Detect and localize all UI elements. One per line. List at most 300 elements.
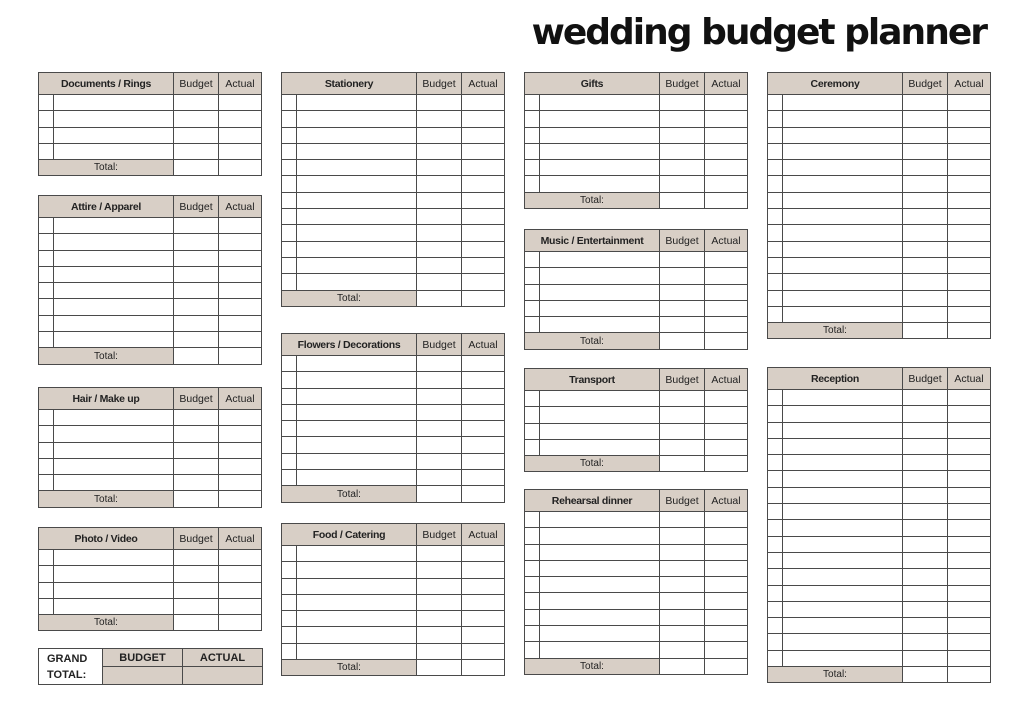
item-cell[interactable] xyxy=(540,300,660,316)
actual-cell[interactable] xyxy=(705,577,748,593)
budget-cell[interactable] xyxy=(174,234,219,250)
budget-cell[interactable] xyxy=(174,475,219,491)
actual-cell[interactable] xyxy=(462,143,505,159)
item-cell[interactable] xyxy=(297,594,417,610)
item-cell[interactable] xyxy=(54,566,174,582)
budget-cell[interactable] xyxy=(417,143,462,159)
item-cell[interactable] xyxy=(54,410,174,426)
budget-cell[interactable] xyxy=(903,290,948,306)
item-cell[interactable] xyxy=(783,111,903,127)
item-cell[interactable] xyxy=(54,250,174,266)
item-cell[interactable] xyxy=(297,356,417,372)
actual-cell[interactable] xyxy=(219,566,262,582)
actual-cell[interactable] xyxy=(705,544,748,560)
item-cell[interactable] xyxy=(783,650,903,666)
actual-cell[interactable] xyxy=(948,618,991,634)
actual-cell[interactable] xyxy=(219,426,262,442)
item-cell[interactable] xyxy=(54,332,174,348)
actual-cell[interactable] xyxy=(219,218,262,234)
budget-cell[interactable] xyxy=(174,550,219,566)
total-budget-cell[interactable] xyxy=(174,348,219,364)
actual-cell[interactable] xyxy=(462,627,505,643)
item-cell[interactable] xyxy=(540,626,660,642)
actual-cell[interactable] xyxy=(462,562,505,578)
item-cell[interactable] xyxy=(297,127,417,143)
total-actual-cell[interactable] xyxy=(948,667,991,683)
item-cell[interactable] xyxy=(783,160,903,176)
budget-cell[interactable] xyxy=(174,598,219,614)
item-cell[interactable] xyxy=(297,111,417,127)
actual-cell[interactable] xyxy=(948,274,991,290)
actual-cell[interactable] xyxy=(705,512,748,528)
budget-cell[interactable] xyxy=(417,627,462,643)
item-cell[interactable] xyxy=(297,176,417,192)
item-cell[interactable] xyxy=(54,315,174,331)
item-cell[interactable] xyxy=(54,458,174,474)
total-actual-cell[interactable] xyxy=(219,160,262,176)
actual-cell[interactable] xyxy=(705,609,748,625)
total-budget-cell[interactable] xyxy=(174,160,219,176)
budget-cell[interactable] xyxy=(174,111,219,127)
actual-cell[interactable] xyxy=(462,257,505,273)
actual-cell[interactable] xyxy=(462,160,505,176)
actual-cell[interactable] xyxy=(462,470,505,486)
budget-cell[interactable] xyxy=(660,160,705,176)
budget-cell[interactable] xyxy=(417,176,462,192)
item-cell[interactable] xyxy=(783,176,903,192)
item-cell[interactable] xyxy=(54,426,174,442)
item-cell[interactable] xyxy=(297,546,417,562)
total-budget-cell[interactable] xyxy=(417,486,462,502)
item-cell[interactable] xyxy=(297,627,417,643)
budget-cell[interactable] xyxy=(660,391,705,407)
actual-cell[interactable] xyxy=(219,332,262,348)
budget-cell[interactable] xyxy=(903,504,948,520)
item-cell[interactable] xyxy=(54,475,174,491)
item-cell[interactable] xyxy=(783,438,903,454)
actual-cell[interactable] xyxy=(462,372,505,388)
item-cell[interactable] xyxy=(783,618,903,634)
actual-cell[interactable] xyxy=(462,594,505,610)
budget-cell[interactable] xyxy=(174,566,219,582)
item-cell[interactable] xyxy=(783,552,903,568)
budget-cell[interactable] xyxy=(903,176,948,192)
actual-cell[interactable] xyxy=(462,404,505,420)
actual-cell[interactable] xyxy=(948,95,991,111)
budget-cell[interactable] xyxy=(417,643,462,659)
budget-cell[interactable] xyxy=(417,421,462,437)
actual-cell[interactable] xyxy=(219,250,262,266)
actual-cell[interactable] xyxy=(705,252,748,268)
item-cell[interactable] xyxy=(54,95,174,111)
item-cell[interactable] xyxy=(297,372,417,388)
actual-cell[interactable] xyxy=(948,569,991,585)
item-cell[interactable] xyxy=(783,290,903,306)
item-cell[interactable] xyxy=(54,442,174,458)
budget-cell[interactable] xyxy=(174,95,219,111)
budget-cell[interactable] xyxy=(903,634,948,650)
item-cell[interactable] xyxy=(783,536,903,552)
total-budget-cell[interactable] xyxy=(660,333,705,349)
actual-cell[interactable] xyxy=(219,442,262,458)
budget-cell[interactable] xyxy=(903,422,948,438)
item-cell[interactable] xyxy=(297,404,417,420)
budget-cell[interactable] xyxy=(903,618,948,634)
actual-cell[interactable] xyxy=(219,127,262,143)
item-cell[interactable] xyxy=(783,192,903,208)
actual-cell[interactable] xyxy=(948,520,991,536)
item-cell[interactable] xyxy=(297,643,417,659)
actual-cell[interactable] xyxy=(948,471,991,487)
actual-cell[interactable] xyxy=(948,406,991,422)
item-cell[interactable] xyxy=(783,585,903,601)
budget-cell[interactable] xyxy=(417,225,462,241)
item-cell[interactable] xyxy=(783,504,903,520)
budget-cell[interactable] xyxy=(174,266,219,282)
actual-cell[interactable] xyxy=(948,650,991,666)
actual-cell[interactable] xyxy=(705,300,748,316)
actual-cell[interactable] xyxy=(462,546,505,562)
budget-cell[interactable] xyxy=(903,225,948,241)
item-cell[interactable] xyxy=(54,283,174,299)
actual-cell[interactable] xyxy=(948,209,991,225)
item-cell[interactable] xyxy=(54,111,174,127)
actual-cell[interactable] xyxy=(462,356,505,372)
budget-cell[interactable] xyxy=(903,487,948,503)
item-cell[interactable] xyxy=(540,160,660,176)
item-cell[interactable] xyxy=(783,143,903,159)
actual-cell[interactable] xyxy=(219,315,262,331)
item-cell[interactable] xyxy=(540,528,660,544)
budget-cell[interactable] xyxy=(174,458,219,474)
budget-cell[interactable] xyxy=(174,218,219,234)
actual-cell[interactable] xyxy=(705,423,748,439)
actual-cell[interactable] xyxy=(462,578,505,594)
budget-cell[interactable] xyxy=(903,406,948,422)
actual-cell[interactable] xyxy=(462,209,505,225)
total-budget-cell[interactable] xyxy=(660,658,705,674)
item-cell[interactable] xyxy=(297,192,417,208)
budget-cell[interactable] xyxy=(417,192,462,208)
total-budget-cell[interactable] xyxy=(660,456,705,472)
actual-cell[interactable] xyxy=(705,560,748,576)
actual-cell[interactable] xyxy=(948,176,991,192)
actual-cell[interactable] xyxy=(948,306,991,322)
actual-cell[interactable] xyxy=(705,528,748,544)
item-cell[interactable] xyxy=(297,470,417,486)
total-actual-cell[interactable] xyxy=(705,192,748,208)
actual-cell[interactable] xyxy=(705,626,748,642)
total-actual-cell[interactable] xyxy=(705,456,748,472)
budget-cell[interactable] xyxy=(660,176,705,192)
budget-cell[interactable] xyxy=(174,442,219,458)
actual-cell[interactable] xyxy=(705,391,748,407)
budget-cell[interactable] xyxy=(417,257,462,273)
item-cell[interactable] xyxy=(540,176,660,192)
item-cell[interactable] xyxy=(783,209,903,225)
budget-cell[interactable] xyxy=(174,410,219,426)
item-cell[interactable] xyxy=(297,160,417,176)
actual-cell[interactable] xyxy=(705,127,748,143)
item-cell[interactable] xyxy=(783,241,903,257)
item-cell[interactable] xyxy=(297,578,417,594)
item-cell[interactable] xyxy=(540,423,660,439)
actual-cell[interactable] xyxy=(462,643,505,659)
actual-cell[interactable] xyxy=(948,455,991,471)
item-cell[interactable] xyxy=(297,143,417,159)
total-budget-cell[interactable] xyxy=(903,323,948,339)
item-cell[interactable] xyxy=(297,453,417,469)
item-cell[interactable] xyxy=(297,421,417,437)
budget-cell[interactable] xyxy=(660,577,705,593)
actual-cell[interactable] xyxy=(948,241,991,257)
budget-cell[interactable] xyxy=(417,111,462,127)
item-cell[interactable] xyxy=(54,582,174,598)
budget-cell[interactable] xyxy=(417,160,462,176)
budget-cell[interactable] xyxy=(903,438,948,454)
actual-cell[interactable] xyxy=(219,234,262,250)
actual-cell[interactable] xyxy=(948,257,991,273)
item-cell[interactable] xyxy=(783,257,903,273)
budget-cell[interactable] xyxy=(903,95,948,111)
budget-cell[interactable] xyxy=(660,528,705,544)
budget-cell[interactable] xyxy=(903,274,948,290)
budget-cell[interactable] xyxy=(903,569,948,585)
actual-cell[interactable] xyxy=(462,127,505,143)
item-cell[interactable] xyxy=(540,143,660,159)
item-cell[interactable] xyxy=(297,95,417,111)
budget-cell[interactable] xyxy=(174,315,219,331)
item-cell[interactable] xyxy=(54,218,174,234)
total-budget-cell[interactable] xyxy=(903,667,948,683)
actual-cell[interactable] xyxy=(219,95,262,111)
actual-cell[interactable] xyxy=(219,266,262,282)
item-cell[interactable] xyxy=(540,317,660,333)
actual-cell[interactable] xyxy=(705,160,748,176)
budget-cell[interactable] xyxy=(174,582,219,598)
budget-cell[interactable] xyxy=(903,209,948,225)
actual-cell[interactable] xyxy=(462,95,505,111)
budget-cell[interactable] xyxy=(417,274,462,290)
actual-cell[interactable] xyxy=(462,274,505,290)
total-actual-cell[interactable] xyxy=(219,348,262,364)
actual-cell[interactable] xyxy=(705,111,748,127)
budget-cell[interactable] xyxy=(903,536,948,552)
item-cell[interactable] xyxy=(783,520,903,536)
item-cell[interactable] xyxy=(783,471,903,487)
item-cell[interactable] xyxy=(297,274,417,290)
budget-cell[interactable] xyxy=(660,609,705,625)
budget-cell[interactable] xyxy=(660,143,705,159)
actual-cell[interactable] xyxy=(948,143,991,159)
item-cell[interactable] xyxy=(54,127,174,143)
budget-cell[interactable] xyxy=(417,437,462,453)
actual-cell[interactable] xyxy=(462,241,505,257)
total-budget-cell[interactable] xyxy=(174,491,219,507)
item-cell[interactable] xyxy=(540,642,660,658)
actual-cell[interactable] xyxy=(705,439,748,455)
item-cell[interactable] xyxy=(540,512,660,528)
budget-cell[interactable] xyxy=(417,578,462,594)
item-cell[interactable] xyxy=(54,598,174,614)
item-cell[interactable] xyxy=(540,407,660,423)
budget-cell[interactable] xyxy=(660,111,705,127)
total-actual-cell[interactable] xyxy=(219,491,262,507)
budget-cell[interactable] xyxy=(174,143,219,159)
actual-cell[interactable] xyxy=(948,422,991,438)
actual-cell[interactable] xyxy=(219,410,262,426)
total-budget-cell[interactable] xyxy=(660,192,705,208)
actual-cell[interactable] xyxy=(462,225,505,241)
total-actual-cell[interactable] xyxy=(462,486,505,502)
budget-cell[interactable] xyxy=(660,407,705,423)
item-cell[interactable] xyxy=(540,577,660,593)
total-budget-cell[interactable] xyxy=(417,660,462,676)
budget-cell[interactable] xyxy=(903,520,948,536)
budget-cell[interactable] xyxy=(903,585,948,601)
budget-cell[interactable] xyxy=(660,317,705,333)
actual-cell[interactable] xyxy=(948,192,991,208)
item-cell[interactable] xyxy=(540,593,660,609)
budget-cell[interactable] xyxy=(660,252,705,268)
item-cell[interactable] xyxy=(540,252,660,268)
actual-cell[interactable] xyxy=(705,593,748,609)
item-cell[interactable] xyxy=(54,266,174,282)
budget-cell[interactable] xyxy=(174,426,219,442)
item-cell[interactable] xyxy=(297,241,417,257)
item-cell[interactable] xyxy=(783,634,903,650)
budget-cell[interactable] xyxy=(417,404,462,420)
actual-cell[interactable] xyxy=(948,585,991,601)
actual-cell[interactable] xyxy=(948,601,991,617)
item-cell[interactable] xyxy=(783,487,903,503)
actual-cell[interactable] xyxy=(705,268,748,284)
item-cell[interactable] xyxy=(540,111,660,127)
budget-cell[interactable] xyxy=(660,642,705,658)
item-cell[interactable] xyxy=(540,544,660,560)
budget-cell[interactable] xyxy=(660,439,705,455)
actual-cell[interactable] xyxy=(462,388,505,404)
actual-cell[interactable] xyxy=(219,475,262,491)
actual-cell[interactable] xyxy=(705,284,748,300)
budget-cell[interactable] xyxy=(903,455,948,471)
budget-cell[interactable] xyxy=(903,390,948,406)
item-cell[interactable] xyxy=(783,127,903,143)
item-cell[interactable] xyxy=(783,306,903,322)
actual-cell[interactable] xyxy=(948,536,991,552)
budget-cell[interactable] xyxy=(660,284,705,300)
item-cell[interactable] xyxy=(297,437,417,453)
actual-cell[interactable] xyxy=(462,453,505,469)
item-cell[interactable] xyxy=(54,143,174,159)
item-cell[interactable] xyxy=(540,560,660,576)
actual-cell[interactable] xyxy=(705,317,748,333)
budget-cell[interactable] xyxy=(660,423,705,439)
item-cell[interactable] xyxy=(54,234,174,250)
budget-cell[interactable] xyxy=(903,127,948,143)
actual-cell[interactable] xyxy=(948,111,991,127)
budget-cell[interactable] xyxy=(903,257,948,273)
total-budget-cell[interactable] xyxy=(174,615,219,631)
item-cell[interactable] xyxy=(54,550,174,566)
budget-cell[interactable] xyxy=(903,143,948,159)
budget-cell[interactable] xyxy=(417,372,462,388)
item-cell[interactable] xyxy=(783,569,903,585)
budget-cell[interactable] xyxy=(417,95,462,111)
item-cell[interactable] xyxy=(783,95,903,111)
budget-cell[interactable] xyxy=(417,594,462,610)
actual-cell[interactable] xyxy=(948,225,991,241)
actual-cell[interactable] xyxy=(948,127,991,143)
item-cell[interactable] xyxy=(297,611,417,627)
item-cell[interactable] xyxy=(297,562,417,578)
budget-cell[interactable] xyxy=(660,560,705,576)
actual-cell[interactable] xyxy=(462,176,505,192)
budget-cell[interactable] xyxy=(174,332,219,348)
actual-cell[interactable] xyxy=(219,458,262,474)
item-cell[interactable] xyxy=(540,391,660,407)
budget-cell[interactable] xyxy=(417,562,462,578)
actual-cell[interactable] xyxy=(219,598,262,614)
item-cell[interactable] xyxy=(783,274,903,290)
budget-cell[interactable] xyxy=(903,306,948,322)
budget-cell[interactable] xyxy=(660,512,705,528)
item-cell[interactable] xyxy=(540,284,660,300)
actual-cell[interactable] xyxy=(948,290,991,306)
budget-cell[interactable] xyxy=(660,127,705,143)
budget-cell[interactable] xyxy=(660,300,705,316)
actual-cell[interactable] xyxy=(462,611,505,627)
actual-cell[interactable] xyxy=(705,407,748,423)
item-cell[interactable] xyxy=(297,257,417,273)
item-cell[interactable] xyxy=(540,609,660,625)
budget-cell[interactable] xyxy=(174,250,219,266)
actual-cell[interactable] xyxy=(948,438,991,454)
budget-cell[interactable] xyxy=(417,127,462,143)
item-cell[interactable] xyxy=(297,209,417,225)
item-cell[interactable] xyxy=(297,225,417,241)
item-cell[interactable] xyxy=(54,299,174,315)
actual-cell[interactable] xyxy=(948,504,991,520)
budget-cell[interactable] xyxy=(903,160,948,176)
total-actual-cell[interactable] xyxy=(219,615,262,631)
budget-cell[interactable] xyxy=(174,127,219,143)
actual-cell[interactable] xyxy=(219,299,262,315)
total-actual-cell[interactable] xyxy=(948,323,991,339)
actual-cell[interactable] xyxy=(219,582,262,598)
budget-cell[interactable] xyxy=(417,470,462,486)
budget-cell[interactable] xyxy=(417,611,462,627)
actual-cell[interactable] xyxy=(219,283,262,299)
item-cell[interactable] xyxy=(783,390,903,406)
item-cell[interactable] xyxy=(540,95,660,111)
item-cell[interactable] xyxy=(783,225,903,241)
budget-cell[interactable] xyxy=(660,268,705,284)
budget-cell[interactable] xyxy=(174,299,219,315)
actual-cell[interactable] xyxy=(948,487,991,503)
actual-cell[interactable] xyxy=(462,421,505,437)
budget-cell[interactable] xyxy=(417,209,462,225)
budget-cell[interactable] xyxy=(903,241,948,257)
total-actual-cell[interactable] xyxy=(705,333,748,349)
actual-cell[interactable] xyxy=(219,111,262,127)
actual-cell[interactable] xyxy=(462,111,505,127)
item-cell[interactable] xyxy=(783,601,903,617)
actual-cell[interactable] xyxy=(462,437,505,453)
actual-cell[interactable] xyxy=(705,642,748,658)
budget-cell[interactable] xyxy=(903,471,948,487)
total-actual-cell[interactable] xyxy=(705,658,748,674)
